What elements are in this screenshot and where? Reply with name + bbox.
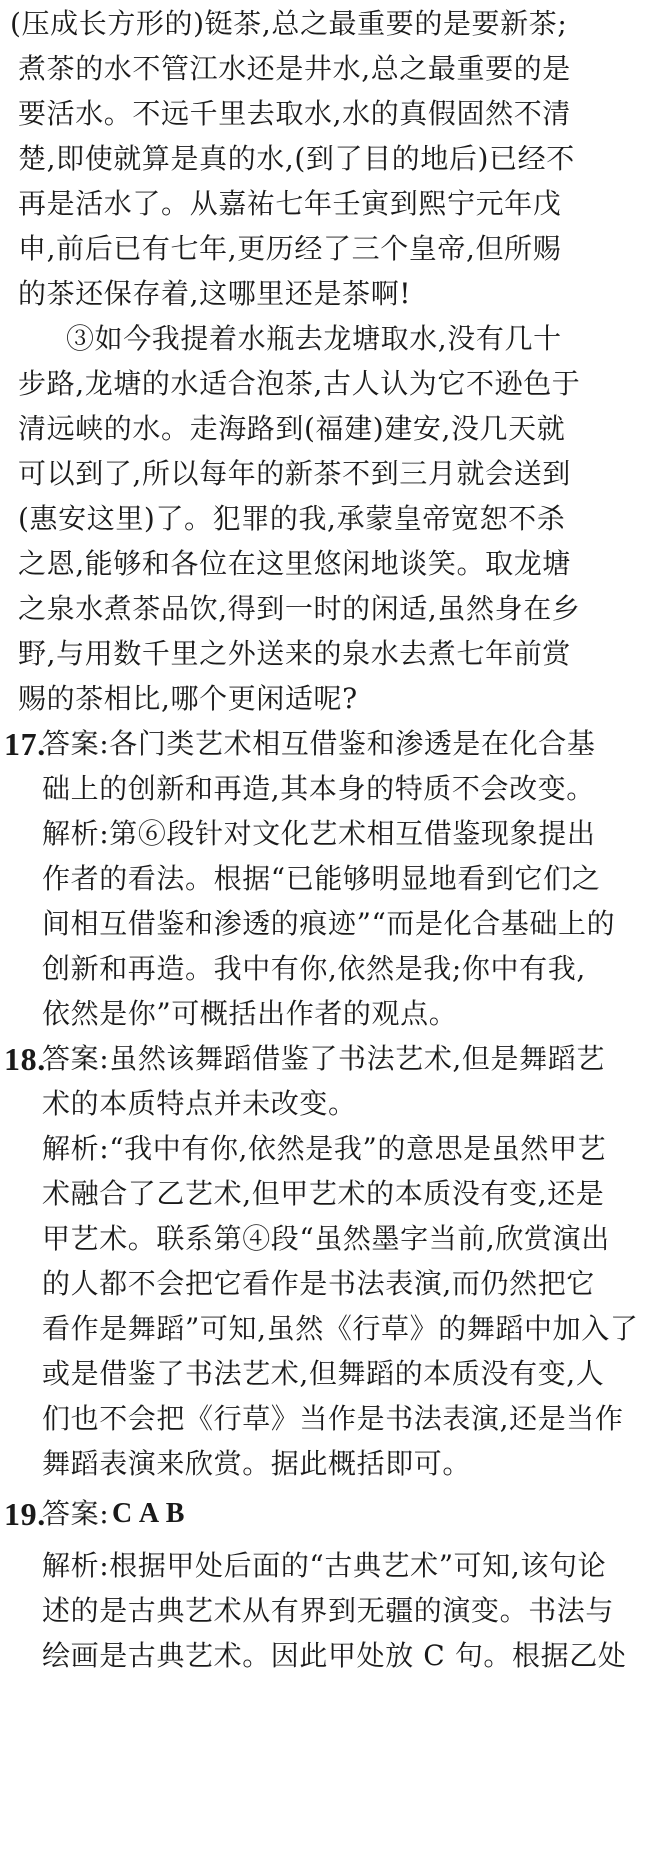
passage-line: (惠安这里)了。犯罪的我,承蒙皇帝宽恕不杀 xyxy=(18,502,566,535)
q19-answer-value: C A B xyxy=(112,1498,186,1529)
q19-answer-prefix: 答案: xyxy=(42,1497,110,1530)
passage-line: (压成长方形的)铤茶,总之最重要的是要新茶; xyxy=(10,7,568,40)
q18-answer-line: 术的本质特点并未改变。 xyxy=(42,1087,357,1120)
q18-analysis-line: 舞蹈表演来欣赏。据此概括即可。 xyxy=(42,1447,472,1480)
q17-analysis-line: 依然是你”可概括出作者的观点。 xyxy=(42,997,458,1030)
q19-answer-row xyxy=(0,1492,664,1536)
passage-paragraph-start: ③如今我提着水瓶去龙塘取水,没有几十 xyxy=(66,322,562,355)
q18-analysis-line: 看作是舞蹈”可知,虽然《行草》的舞蹈中加入了 xyxy=(42,1312,639,1345)
q19-analysis-line: 述的是古典艺术从有界到无疆的演变。书法与 xyxy=(42,1594,615,1627)
q17-answer-line: 础上的创新和再造,其本身的特质不会改变。 xyxy=(42,772,595,805)
passage-line: 的茶还保存着,这哪里还是茶啊! xyxy=(18,277,412,310)
question-number: 17. xyxy=(4,726,46,762)
question-number: 18. xyxy=(4,1041,46,1077)
q17-answer-row xyxy=(0,722,664,766)
passage-line: 申,前后已有七年,更历经了三个皇帝,但所赐 xyxy=(18,232,562,265)
q18-answer-line: 答案:虽然该舞蹈借鉴了书法艺术,但是舞蹈艺 xyxy=(42,1042,605,1075)
q18-analysis-line: 们也不会把《行草》当作是书法表演,还是当作 xyxy=(42,1402,624,1435)
passage-line: 再是活水了。从嘉祐七年壬寅到熙宁元年戊 xyxy=(18,187,562,220)
q18-analysis-line: 解析:“我中有你,依然是我”的意思是虽然甲艺 xyxy=(42,1132,607,1165)
passage-line: 赐的茶相比,哪个更闲适呢? xyxy=(18,682,358,715)
q18-analysis-line: 甲艺术。联系第④段“虽然墨字当前,欣赏演出 xyxy=(42,1222,610,1255)
q19-analysis-line: 绘画是古典艺术。因此甲处放 C 句。根据乙处 xyxy=(42,1639,627,1672)
q17-answer-line: 答案:各门类艺术相互借鉴和渗透是在化合基 xyxy=(42,727,596,760)
passage-line: 煮茶的水不管江水还是井水,总之最重要的是 xyxy=(18,52,571,85)
passage-line: 要活水。不远千里去取水,水的真假固然不清 xyxy=(18,97,571,130)
passage-line: 之恩,能够和各位在这里悠闲地谈笑。取龙塘 xyxy=(18,547,571,580)
q18-analysis-line: 的人都不会把它看作是书法表演,而仍然把它 xyxy=(42,1267,595,1300)
q18-answer-row xyxy=(0,1037,664,1081)
passage-line: 清远峡的水。走海路到(福建)建安,没几天就 xyxy=(18,412,566,445)
q19-analysis-line: 解析:根据甲处后面的“古典艺术”可知,该句论 xyxy=(42,1549,607,1582)
q17-analysis-line: 创新和再造。我中有你,依然是我;你中有我, xyxy=(42,952,586,985)
passage-line: 可以到了,所以每年的新茶不到三月就会送到 xyxy=(18,457,571,490)
q18-analysis-line: 或是借鉴了书法艺术,但舞蹈的本质没有变,人 xyxy=(42,1357,605,1390)
passage-line: 楚,即使就算是真的水,(到了目的地后)已经不 xyxy=(18,142,575,175)
passage-line: 之泉水煮茶品饮,得到一时的闲适,虽然身在乡 xyxy=(18,592,581,625)
q17-analysis-line: 解析:第⑥段针对文化艺术相互借鉴现象提出 xyxy=(42,817,596,850)
q18-analysis-line: 术融合了乙艺术,但甲艺术的本质没有变,还是 xyxy=(42,1177,605,1210)
q17-analysis-line: 间相互借鉴和渗透的痕迹”“而是化合基础上的 xyxy=(42,907,616,940)
q17-analysis-line: 作者的看法。根据“已能够明显地看到它们之 xyxy=(42,862,601,895)
question-number: 19. xyxy=(4,1496,46,1532)
passage-line: 野,与用数千里之外送来的泉水去煮七年前赏 xyxy=(18,637,571,670)
passage-line: 步路,龙塘的水适合泡茶,古人认为它不逊色于 xyxy=(18,367,581,400)
